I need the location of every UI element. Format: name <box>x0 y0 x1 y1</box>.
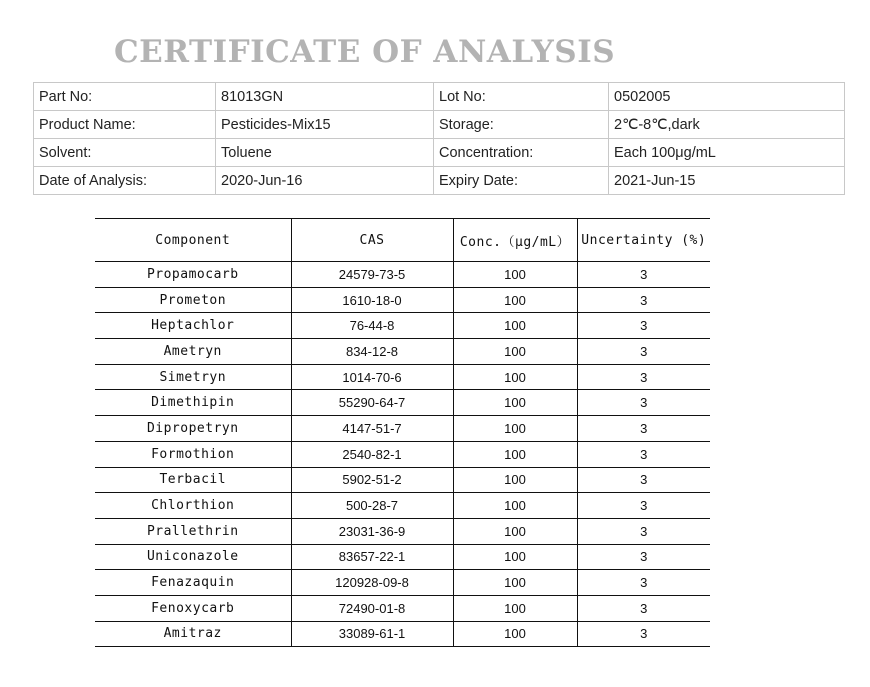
table-row <box>95 262 710 288</box>
concentration-value: 100 <box>453 518 577 544</box>
component-name: Dipropetryn <box>95 416 291 442</box>
info-label: Part No: <box>34 83 216 111</box>
concentration-value: 100 <box>453 493 577 519</box>
table-row <box>95 518 710 544</box>
uncertainty-value: 3 <box>577 339 710 365</box>
table-row <box>95 313 710 339</box>
component-name: Fenazaquin <box>95 570 291 596</box>
concentration-value: 100 <box>453 313 577 339</box>
cas-number: 76-44-8 <box>291 313 453 339</box>
uncertainty-value: 3 <box>640 626 648 642</box>
table-row <box>95 390 710 416</box>
info-value: Toluene <box>216 139 434 167</box>
uncertainty-value: 3 <box>577 570 710 596</box>
component-name: Amitraz <box>95 621 291 647</box>
components-table <box>95 218 710 647</box>
concentration-value: 100 <box>453 441 577 467</box>
product-info-table <box>33 82 845 195</box>
info-label: Concentration: <box>434 139 609 167</box>
concentration-value: 100 <box>453 570 577 596</box>
concentration-value: 100 <box>453 339 577 365</box>
component-name: Simetryn <box>95 364 291 390</box>
header-uncertainty: Uncertainty (%) <box>577 219 710 262</box>
uncertainty-value: 3 <box>577 441 710 467</box>
table-row <box>95 467 710 493</box>
table-row <box>95 339 710 365</box>
header-component: Component <box>95 219 291 262</box>
uncertainty-value: 3 <box>577 544 710 570</box>
component-name: Terbacil <box>95 467 291 493</box>
concentration-value: 100 <box>453 621 577 647</box>
component-name: Dimethipin <box>95 390 291 416</box>
info-label: Expiry Date: <box>434 167 609 195</box>
info-value: 2021-Jun-15 <box>609 167 845 195</box>
page-title: CERTIFICATE OF ANALYSIS <box>114 34 616 70</box>
uncertainty-value: 3 <box>577 313 710 339</box>
component-name: Chlorthion <box>95 493 291 519</box>
info-label: Solvent: <box>34 139 216 167</box>
info-label: Storage: <box>434 111 609 139</box>
info-value: 2020-Jun-16 <box>216 167 434 195</box>
info-row <box>34 111 845 139</box>
component-name: Prometon <box>95 287 291 313</box>
uncertainty-value: 3 <box>577 262 710 288</box>
uncertainty-value: 3 <box>577 595 710 621</box>
concentration-value: 100 <box>453 287 577 313</box>
info-value: Each 100μg/mL <box>609 139 845 167</box>
component-name: Heptachlor <box>95 313 291 339</box>
cas-number: 120928-09-8 <box>291 570 453 596</box>
info-row <box>34 139 845 167</box>
cas-number: 33089-61-1 <box>291 621 453 647</box>
info-label: Lot No: <box>434 83 609 111</box>
component-name: Uniconazole <box>95 544 291 570</box>
components-header-row <box>95 219 710 262</box>
table-row <box>95 621 710 647</box>
cas-number: 1610-18-0 <box>291 287 453 313</box>
info-value: Pesticides-Mix15 <box>216 111 434 139</box>
info-value: 2℃-8℃,dark <box>609 111 845 139</box>
table-row <box>95 595 710 621</box>
info-label: Product Name: <box>34 111 216 139</box>
concentration-value: 100 <box>453 595 577 621</box>
uncertainty-value: 3 <box>577 467 710 493</box>
cas-number: 500-28-7 <box>291 493 453 519</box>
concentration-value: 100 <box>453 416 577 442</box>
component-name: Formothion <box>95 441 291 467</box>
table-row <box>95 287 710 313</box>
info-label: Date of Analysis: <box>34 167 216 195</box>
uncertainty-value: 3 <box>577 390 710 416</box>
cas-number: 2540-82-1 <box>291 441 453 467</box>
cas-number: 1014-70-6 <box>291 364 453 390</box>
uncertainty-value: 3 <box>577 493 710 519</box>
header-cas: CAS <box>291 219 453 262</box>
cas-number: 834-12-8 <box>291 339 453 365</box>
component-name: Ametryn <box>95 339 291 365</box>
uncertainty-value: 3 <box>577 364 710 390</box>
concentration-value: 100 <box>453 262 577 288</box>
table-row <box>95 416 710 442</box>
uncertainty-value: 3 <box>577 518 710 544</box>
table-row <box>95 544 710 570</box>
component-name: Prallethrin <box>95 518 291 544</box>
info-value: 0502005 <box>609 83 845 111</box>
cas-number: 4147-51-7 <box>291 416 453 442</box>
cas-number: 55290-64-7 <box>291 390 453 416</box>
uncertainty-value: 3 <box>577 287 710 313</box>
component-name: Propamocarb <box>95 262 291 288</box>
info-value: 81013GN <box>216 83 434 111</box>
concentration-value: 100 <box>453 544 577 570</box>
cas-number: 83657-22-1 <box>291 544 453 570</box>
table-row <box>95 570 710 596</box>
table-row <box>95 441 710 467</box>
table-row <box>95 364 710 390</box>
header-concentration: Conc.（μg/mL） <box>453 219 577 262</box>
concentration-value: 100 <box>453 390 577 416</box>
concentration-value: 100 <box>453 364 577 390</box>
cas-number: 72490-01-8 <box>291 595 453 621</box>
component-name: Fenoxycarb <box>95 595 291 621</box>
concentration-value: 100 <box>453 467 577 493</box>
cas-number: 5902-51-2 <box>291 467 453 493</box>
cas-number: 23031-36-9 <box>291 518 453 544</box>
table-row <box>95 493 710 519</box>
info-row <box>34 167 845 195</box>
uncertainty-value: 3 <box>577 416 710 442</box>
info-row <box>34 83 845 111</box>
cas-number: 24579-73-5 <box>291 262 453 288</box>
